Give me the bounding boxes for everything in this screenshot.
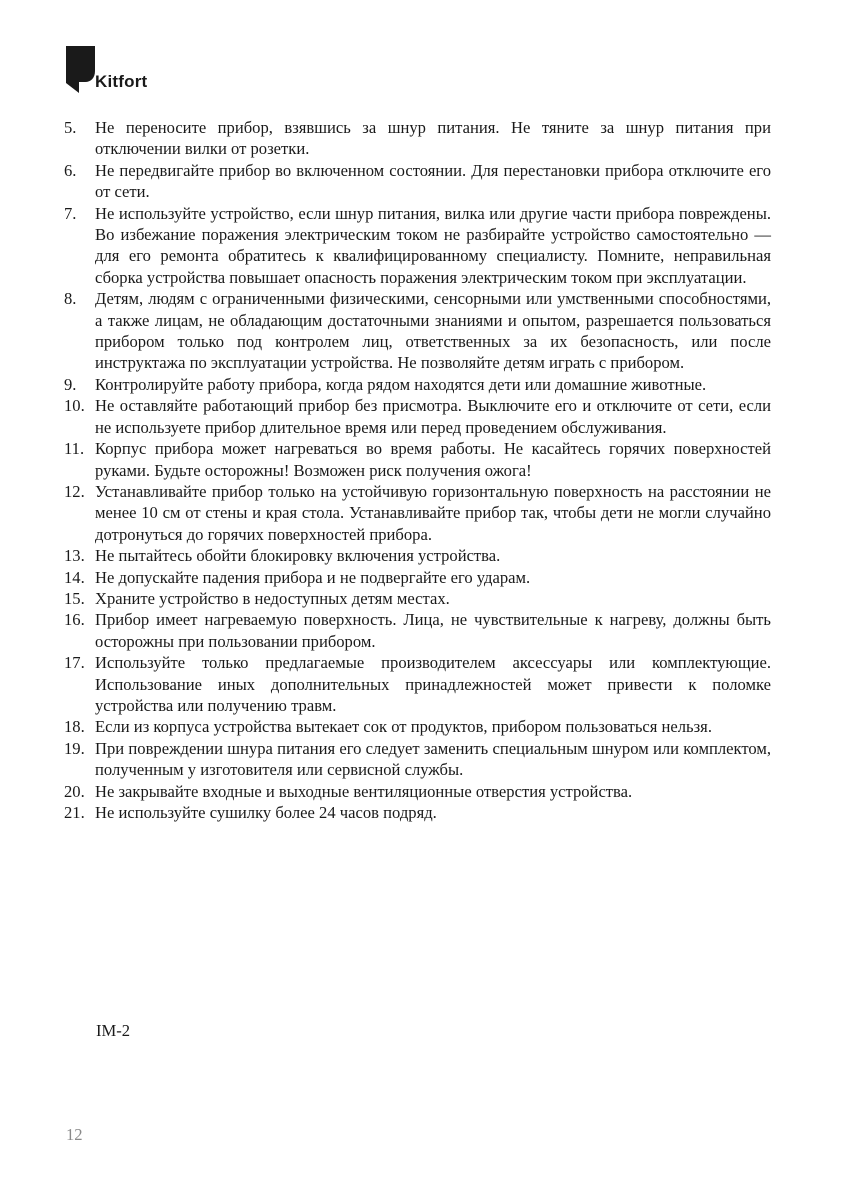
list-item	[64, 117, 771, 160]
item-text: Не используйте сушилку более 24 часов подряд.	[95, 803, 437, 822]
item-number: 15.	[64, 588, 85, 608]
kitfort-flag-logo-icon	[66, 46, 96, 94]
item-text: Не пытайтесь обойти блокировку включения устройства.	[95, 546, 501, 566]
item-number: 16.	[64, 610, 85, 630]
list-item	[64, 481, 771, 545]
item-text: Не используйте устройство, если шнур питания, вилка или другие части прибора повреждены. Во избежание поражения электрическим током не разбирайте устройство самостоятельно — для его ремонта обратитесь к квалифицированному специалисту. Помните, неправильная сборка устройства повышает опасность поражения электрическим током при эксплуатации.	[95, 203, 771, 287]
item-text: Не допускайте падения прибора и не подвергайте его ударам.	[95, 567, 531, 587]
page-number: 12	[66, 1125, 83, 1144]
list-item	[64, 438, 771, 481]
item-text: Если из корпуса устройства вытекает сок от продуктов, прибором пользоваться нельзя.	[95, 717, 712, 737]
item-number: 20.	[64, 781, 85, 801]
list-item	[64, 160, 771, 203]
list-item	[64, 203, 771, 289]
kitfort-logo	[66, 46, 176, 96]
item-number: 8.	[64, 289, 77, 309]
list-item	[64, 609, 771, 652]
item-number: 18.	[64, 717, 85, 737]
list-item	[64, 652, 771, 716]
item-text: Прибор имеет нагреваемую поверхность. Лица, не чувствительные к нагреву, должны быть осторожны при пользовании прибором.	[95, 610, 771, 651]
list-item	[64, 545, 771, 566]
brand-name: Kitfort	[95, 72, 148, 91]
list-item	[64, 738, 771, 781]
item-number: 11.	[64, 439, 85, 459]
list-item	[64, 288, 771, 374]
item-text: Корпус прибора может нагреваться во время работы. Не касайтесь горячих поверхностей руками. Будьте осторожны! Возможен риск получения ожога!	[95, 439, 771, 480]
item-number: 9.	[64, 374, 77, 394]
item-text: Не переносите прибор, взявшись за шнур питания. Не тяните за шнур питания при отключении вилки от розетки.	[95, 118, 771, 159]
document-code: IM-2	[96, 1021, 131, 1040]
item-text: Не оставляйте работающий прибор без присмотра. Выключите его и отключите от сети, если не используете прибор длительное время или перед проведением обслуживания.	[95, 396, 771, 437]
safety-instructions-list	[64, 117, 771, 823]
item-text: Устанавливайте прибор только на устойчивую горизонтальную поверхность на расстоянии не менее 10 см от стены и края стола. Устанавливайте прибор так, чтобы дети не могли случайно дотронуться до горячих поверхностей прибора.	[95, 481, 771, 544]
item-text: Не закрывайте входные и выходные вентиляционные отверстия устройства.	[95, 781, 633, 801]
item-text: Не передвигайте прибор во включенном состоянии. Для перестановки прибора отключите его от сети.	[95, 160, 771, 202]
list-item	[64, 781, 771, 802]
item-text: Контролируйте работу прибора, когда рядом находятся дети или домашние животные.	[95, 374, 707, 394]
list-item	[64, 802, 771, 823]
item-number: 14.	[64, 567, 85, 587]
item-number: 13.	[64, 546, 85, 566]
item-number: 19.	[64, 738, 85, 758]
item-number: 10.	[64, 396, 85, 416]
item-number: 5.	[64, 118, 77, 137]
item-number: 17.	[64, 653, 85, 673]
list-item	[64, 395, 771, 438]
list-item	[64, 374, 771, 395]
item-text: Детям, людям с ограниченными физическими, сенсорными или умственными способностями, а также лицам, не обладающим достаточными знаниями и опытом, разрешается пользоваться прибором только под контролем лиц, ответственных за их безопасность, или после инструктажа по эксплуатации устройства. Не позволяйте детям играть с прибором.	[95, 289, 771, 373]
list-item	[64, 567, 771, 588]
item-number: 12.	[64, 481, 85, 501]
list-item	[64, 716, 771, 737]
item-number: 6.	[64, 160, 77, 180]
list-item	[64, 588, 771, 609]
item-text: Храните устройство в недоступных детям местах.	[95, 588, 450, 608]
item-number: 21.	[64, 803, 85, 822]
item-number: 7.	[64, 203, 77, 223]
item-text: Используйте только предлагаемые производителем аксессуары или комплектующие. Использование иных дополнительных принадлежностей может привести к поломке устройства или получению травм.	[95, 653, 771, 715]
item-text: При повреждении шнура питания его следует заменить специальным шнуром или комплектом, полученным у изготовителя или сервисной службы.	[95, 738, 771, 780]
